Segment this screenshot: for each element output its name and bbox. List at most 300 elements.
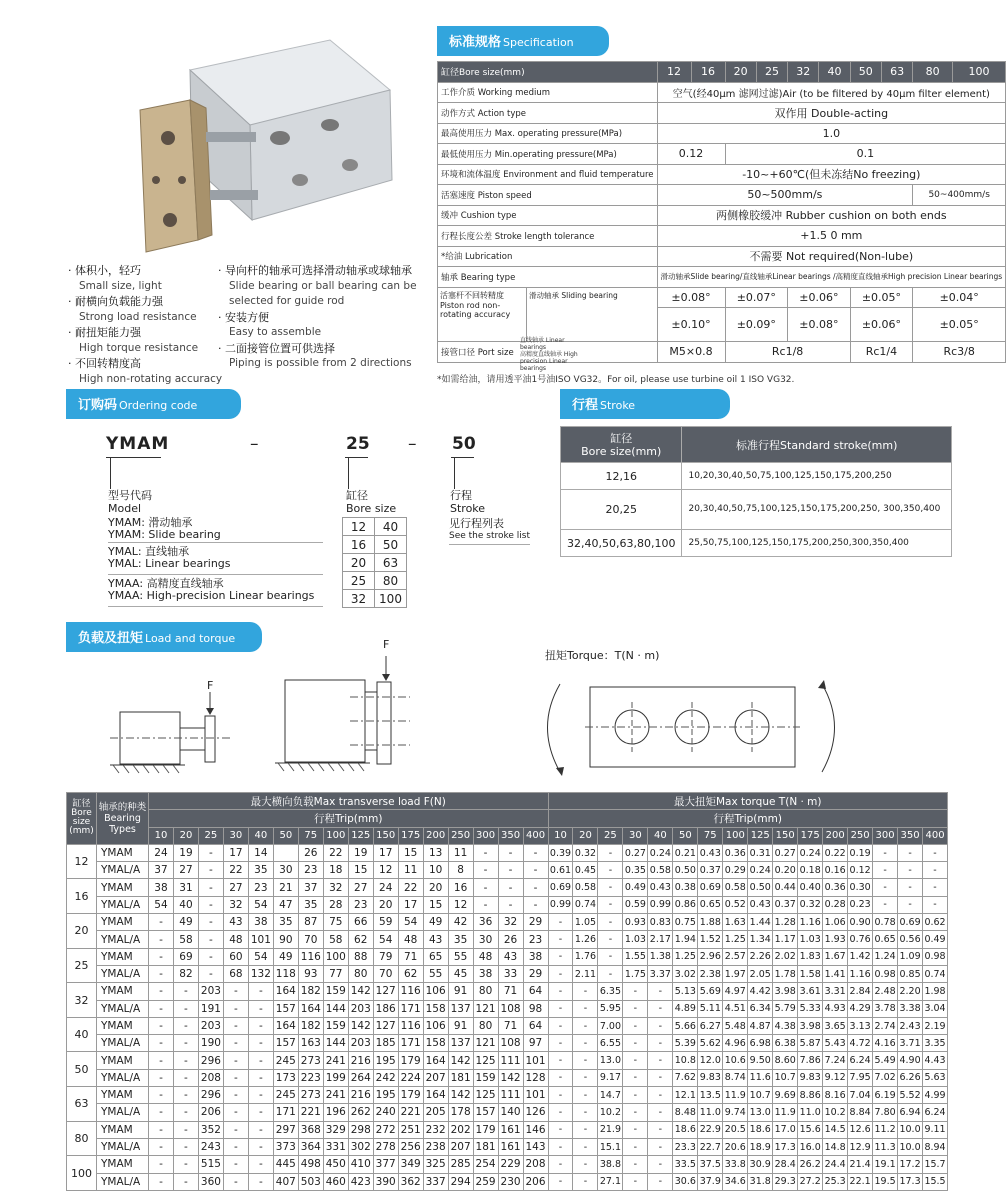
torque-cell: 0.99 xyxy=(548,896,573,913)
load-cell: - xyxy=(149,1000,174,1017)
torque-cell: - xyxy=(923,844,948,861)
load-cell: - xyxy=(223,1156,248,1173)
spec-value: 0.1 xyxy=(725,144,1006,165)
stroke-col-header: 175 xyxy=(398,827,423,844)
torque-cell: 1.55 xyxy=(623,948,648,965)
load-cell: 241 xyxy=(323,1087,348,1104)
load-cell: 75 xyxy=(323,914,348,931)
load-cell: 423 xyxy=(348,1173,373,1190)
load-cell: - xyxy=(248,983,273,1000)
torque-cell: - xyxy=(573,1017,598,1034)
feature-3-cn: · 耐扭矩能力强 xyxy=(68,326,141,339)
load-cell: - xyxy=(173,1017,198,1034)
table-header-row xyxy=(67,793,948,810)
torque-cell: 0.32 xyxy=(573,844,598,861)
torque-cell: 23.3 xyxy=(673,1138,698,1155)
model-cn: YMAA: 高精度直线轴承 xyxy=(108,577,224,590)
load-cell: 185 xyxy=(373,1035,398,1052)
stroke-table xyxy=(560,426,952,557)
torque-cell: 1.42 xyxy=(848,948,873,965)
load-cell: 273 xyxy=(298,1052,323,1069)
torque-cell: 6.35 xyxy=(598,983,623,1000)
load-cell: - xyxy=(149,983,174,1000)
torque-cell: 6.24 xyxy=(923,1104,948,1121)
torque-cell: 11.0 xyxy=(698,1104,723,1121)
slide-label: 滑动轴承 Sliding bearing xyxy=(526,288,657,342)
table-row xyxy=(67,1087,948,1104)
load-cell: 38 xyxy=(523,948,548,965)
bearing-type-cell: YMAL/A xyxy=(97,862,149,879)
torque-cell: 5.39 xyxy=(673,1035,698,1052)
stroke-col-header: 40 xyxy=(648,827,673,844)
torque-cell: 0.30 xyxy=(848,879,873,896)
bearing-type-cell: YMAL/A xyxy=(97,1173,149,1190)
load-cell: 55 xyxy=(448,948,473,965)
trip-header: 行程Trip(mm) xyxy=(548,810,948,827)
model-cell xyxy=(108,574,323,606)
stroke-col-header: 350 xyxy=(498,827,523,844)
load-cell: - xyxy=(173,983,198,1000)
torque-cell: 0.90 xyxy=(848,914,873,931)
load-cell: 10 xyxy=(423,862,448,879)
load-cell: 15 xyxy=(398,844,423,861)
load-cell: 111 xyxy=(498,1087,523,1104)
bore-options-table xyxy=(342,517,407,608)
torque-cell: 0.29 xyxy=(723,862,748,879)
torque-cell: 0.44 xyxy=(773,879,798,896)
stroke-col-header: 30 xyxy=(623,827,648,844)
load-diagram-side xyxy=(105,670,235,780)
torque-cell: 24.4 xyxy=(823,1156,848,1173)
torque-cell: 0.32 xyxy=(798,896,823,913)
load-cell: 203 xyxy=(198,1017,223,1034)
torque-cell: - xyxy=(623,983,648,1000)
bearing-type-cell: YMAM xyxy=(97,1017,149,1034)
load-cell: 15 xyxy=(348,862,373,879)
feature-4-en: High non-rotating accuracy xyxy=(79,372,223,385)
load-cell: 23 xyxy=(298,862,323,879)
load-cell: 54 xyxy=(149,896,174,913)
torque-cell: 0.58 xyxy=(573,879,598,896)
spec-value: 50~400mm/s xyxy=(913,185,1006,206)
load-cell: - xyxy=(248,1000,273,1017)
load-cell: 254 xyxy=(473,1156,498,1173)
load-cell: 245 xyxy=(273,1087,298,1104)
load-cell: 49 xyxy=(173,914,198,931)
port-val: Rc1/4 xyxy=(850,342,913,363)
load-cell: 64 xyxy=(523,1017,548,1034)
load-cell: - xyxy=(223,1173,248,1190)
torque-cell: 1.28 xyxy=(773,914,798,931)
spec-label: *给油 Lubrication xyxy=(438,246,658,267)
table-row xyxy=(67,965,948,982)
torque-cell: 4.42 xyxy=(748,983,773,1000)
torque-cell: 1.97 xyxy=(723,965,748,982)
load-cell: 23 xyxy=(248,879,273,896)
torque-cell: 11.2 xyxy=(873,1121,898,1138)
torque-cell: 12.6 xyxy=(848,1121,873,1138)
load-cell: 142 xyxy=(348,1017,373,1034)
stroke-row xyxy=(561,463,952,490)
load-cell: - xyxy=(173,1156,198,1173)
load-cell: 101 xyxy=(523,1052,548,1069)
load-cell: 158 xyxy=(423,1035,448,1052)
force-label-2: F xyxy=(383,638,390,651)
torque-cell: 22.1 xyxy=(848,1173,873,1190)
torque-cell: 4.87 xyxy=(748,1017,773,1034)
torque-cell: 3.13 xyxy=(848,1017,873,1034)
torque-cell: - xyxy=(548,1069,573,1086)
model-heading xyxy=(108,489,152,515)
load-cell: 377 xyxy=(373,1156,398,1173)
load-cell: 159 xyxy=(323,1017,348,1034)
load-cell: 97 xyxy=(523,1035,548,1052)
torque-cell: - xyxy=(573,1035,598,1052)
stroke-bore: 20,25 xyxy=(561,490,682,530)
load-cell: 20 xyxy=(423,879,448,896)
table-row xyxy=(67,862,948,879)
stroke-header-row xyxy=(561,427,952,463)
bore-col: 25 xyxy=(756,62,787,83)
load-cell: 272 xyxy=(373,1121,398,1138)
bore-cell: 80 xyxy=(67,1121,97,1156)
load-cell: 240 xyxy=(373,1104,398,1121)
load-cell: - xyxy=(523,862,548,879)
table-row xyxy=(67,1000,948,1017)
bore-col: 12 xyxy=(657,62,691,83)
torque-cell: - xyxy=(648,1104,673,1121)
torque-cell: 13.5 xyxy=(698,1087,723,1104)
load-cell: 144 xyxy=(323,1000,348,1017)
torque-cell: 37.9 xyxy=(698,1173,723,1190)
load-cell: 62 xyxy=(398,965,423,982)
torque-cell: - xyxy=(648,1017,673,1034)
force-label-1: F xyxy=(207,679,214,692)
torque-cell: - xyxy=(548,1156,573,1173)
bore-cell: 32 xyxy=(67,983,97,1018)
load-cell: 32 xyxy=(323,879,348,896)
spec-value: 滑动轴承Slide bearing/直线轴承Linear bearings /高精度直线轴承High precision Linear bearings xyxy=(657,267,1006,288)
load-cell: - xyxy=(149,914,174,931)
torque-cell: 0.24 xyxy=(798,844,823,861)
load-cell: 82 xyxy=(173,965,198,982)
torque-cell: 1.44 xyxy=(748,914,773,931)
torque-cell: 20.6 xyxy=(723,1138,748,1155)
spec-table xyxy=(437,61,1006,363)
table-row xyxy=(67,1052,948,1069)
load-cell: 49 xyxy=(273,948,298,965)
torque-cell: - xyxy=(648,1035,673,1052)
torque-cell: 0.37 xyxy=(773,896,798,913)
load-cell: 54 xyxy=(373,931,398,948)
load-cell: - xyxy=(223,1138,248,1155)
bore-cell: 16 xyxy=(67,879,97,914)
torque-cell: 17.2 xyxy=(898,1156,923,1173)
spec-header xyxy=(437,26,609,56)
bore-cell: 63 xyxy=(67,1087,97,1122)
torque-cell: 8.60 xyxy=(773,1052,798,1069)
torque-cell: 5.66 xyxy=(673,1017,698,1034)
torque-cell: - xyxy=(923,879,948,896)
load-cell: - xyxy=(248,1121,273,1138)
spec-row xyxy=(438,205,1006,226)
spec-value: -10~+60℃(但未冻结No freezing) xyxy=(657,164,1006,185)
load-cell: 70 xyxy=(298,931,323,948)
torque-cell: 0.86 xyxy=(673,896,698,913)
bearing-type-cell: YMAL/A xyxy=(97,1069,149,1086)
feature-3-en: High torque resistance xyxy=(79,341,199,354)
torque-cell: 1.75 xyxy=(623,965,648,982)
load-cell: 65 xyxy=(423,948,448,965)
load-cell: 259 xyxy=(473,1173,498,1190)
stroke-title: 行程 xyxy=(572,398,599,413)
stroke-col-header: 400 xyxy=(523,827,548,844)
load-cell: 43 xyxy=(223,914,248,931)
torque-cell: - xyxy=(623,1104,648,1121)
bore-cell: 40 xyxy=(67,1017,97,1052)
load-cell: - xyxy=(223,1121,248,1138)
model-en: Model xyxy=(108,502,142,515)
bearing-type-cell: YMAL/A xyxy=(97,1000,149,1017)
torque-cell: 10.8 xyxy=(673,1052,698,1069)
load-cell: 54 xyxy=(248,896,273,913)
torque-cell: 34.6 xyxy=(723,1173,748,1190)
load-cell: 55 xyxy=(423,965,448,982)
slide-val: ±0.05° xyxy=(850,287,913,308)
torque-cell: 30.9 xyxy=(748,1156,773,1173)
load-cell: - xyxy=(198,948,223,965)
bore-option: 25 xyxy=(343,572,375,590)
load-cell: 515 xyxy=(198,1156,223,1173)
stroke-col1-cn: 缸径 xyxy=(610,431,633,445)
load-cell: 21 xyxy=(273,879,298,896)
feature-6-en: Easy to assemble xyxy=(229,326,322,338)
port-val: M5×0.8 xyxy=(657,342,725,363)
leader-code xyxy=(110,457,111,489)
torque-cell: 2.19 xyxy=(923,1017,948,1034)
model-cn: 型号代码 xyxy=(108,489,152,502)
port-val: Rc3/8 xyxy=(913,342,1006,363)
torque-cell: 1.63 xyxy=(723,914,748,931)
torque-cell: - xyxy=(598,914,623,931)
bore-cn: 缸径 xyxy=(346,489,368,502)
load-cell: 16 xyxy=(448,879,473,896)
torque-cell: 0.43 xyxy=(748,896,773,913)
spec-row xyxy=(438,144,1006,165)
leader-stroke xyxy=(454,457,455,489)
bearing-type-cell: YMAM xyxy=(97,1087,149,1104)
stroke-col-header: 125 xyxy=(748,827,773,844)
load-cell: 26 xyxy=(298,844,323,861)
spec-bore-row xyxy=(438,62,1006,83)
load-cell: - xyxy=(223,983,248,1000)
torque-cell: 0.98 xyxy=(873,965,898,982)
torque-cell: 10.7 xyxy=(773,1069,798,1086)
torque-cell: 3.98 xyxy=(773,983,798,1000)
load-cell: - xyxy=(173,1069,198,1086)
load-cell: 11 xyxy=(448,844,473,861)
stroke-col-header: 25 xyxy=(198,827,223,844)
load-cell: - xyxy=(223,1052,248,1069)
torque-cell: 1.06 xyxy=(823,914,848,931)
load-cell: 208 xyxy=(523,1156,548,1173)
load-cell: 38 xyxy=(473,965,498,982)
table-row xyxy=(67,844,948,861)
load-cell: 30 xyxy=(473,931,498,948)
torque-cell: 3.61 xyxy=(798,983,823,1000)
max-load-header: 最大横向负载Max transverse load F(N) xyxy=(149,793,549,810)
torque-cell: - xyxy=(548,1087,573,1104)
model-row xyxy=(108,516,323,542)
stroke-col-header: 10 xyxy=(548,827,573,844)
features-right xyxy=(218,263,433,372)
load-cell: 337 xyxy=(423,1173,448,1190)
order-code: YMAM xyxy=(106,434,170,454)
load-cell: - xyxy=(149,931,174,948)
linear-val: ±0.10° xyxy=(657,308,725,342)
torque-cell: 2.74 xyxy=(873,1017,898,1034)
load-cell: 179 xyxy=(473,1121,498,1138)
torque-cell: 5.43 xyxy=(823,1035,848,1052)
feature-5-en2: selected for guide rod xyxy=(229,295,345,307)
load-cell: 445 xyxy=(273,1156,298,1173)
model-row xyxy=(108,542,323,574)
load-cell: 171 xyxy=(398,1000,423,1017)
feature-2-cn: · 耐横向负载能力强 xyxy=(68,295,163,308)
torque-cell: 3.98 xyxy=(798,1017,823,1034)
torque-cell: 18.9 xyxy=(748,1138,773,1155)
load-cell: 98 xyxy=(523,1000,548,1017)
load-cell: - xyxy=(198,862,223,879)
load-cell: 498 xyxy=(298,1156,323,1173)
load-cell: 23 xyxy=(523,931,548,948)
torque-cell: 8.94 xyxy=(923,1138,948,1155)
load-cell: 195 xyxy=(373,1052,398,1069)
torque-cell: 27.2 xyxy=(798,1173,823,1190)
load-cell: 125 xyxy=(473,1087,498,1104)
torque-cell: - xyxy=(898,862,923,879)
torque-cell: 21.9 xyxy=(598,1121,623,1138)
load-cell: 157 xyxy=(273,1000,298,1017)
torque-cell: 3.04 xyxy=(923,1000,948,1017)
load-cell: 158 xyxy=(423,1000,448,1017)
load-cell: 278 xyxy=(373,1138,398,1155)
torque-cell: 0.93 xyxy=(623,914,648,931)
torque-cell: 0.20 xyxy=(773,862,798,879)
load-cell: 142 xyxy=(498,1069,523,1086)
bore-heading xyxy=(346,489,396,515)
torque-cell: - xyxy=(548,1138,573,1155)
load-cell: 17 xyxy=(223,844,248,861)
bore-option: 50 xyxy=(375,536,407,554)
torque-cell: 9.74 xyxy=(723,1104,748,1121)
stroke-bore: 32,40,50,63,80,100 xyxy=(561,530,682,557)
torque-cell: 5.69 xyxy=(698,983,723,1000)
load-cell: - xyxy=(498,896,523,913)
load-cell: 18 xyxy=(323,862,348,879)
torque-cell: 0.85 xyxy=(898,965,923,982)
torque-cell: 10.7 xyxy=(748,1087,773,1104)
load-cell: - xyxy=(523,879,548,896)
load-cell: 407 xyxy=(273,1173,298,1190)
torque-cell: 3.31 xyxy=(823,983,848,1000)
torque-cell: 1.17 xyxy=(773,931,798,948)
torque-cell: 0.74 xyxy=(573,896,598,913)
torque-cell: 0.99 xyxy=(648,896,673,913)
linear-labels xyxy=(520,337,580,372)
load-cell: 27 xyxy=(348,879,373,896)
torque-cell: - xyxy=(598,879,623,896)
linear-val: ±0.09° xyxy=(725,308,788,342)
torque-cell: 17.3 xyxy=(773,1138,798,1155)
load-cell: 8 xyxy=(448,862,473,879)
stroke-row xyxy=(561,530,952,557)
load-cell: 368 xyxy=(298,1121,323,1138)
load-cell: 173 xyxy=(273,1069,298,1086)
features-left xyxy=(68,263,228,387)
nonrot-label: 活塞杆不回转精度 Piston rod non-rotating accuracy xyxy=(440,290,511,319)
model-table xyxy=(108,516,323,607)
torque-cell: 4.43 xyxy=(923,1052,948,1069)
load-cell: 64 xyxy=(523,983,548,1000)
torque-cell: 15.6 xyxy=(798,1121,823,1138)
bore-cell: 50 xyxy=(67,1052,97,1087)
model-en: YMAL: Linear bearings xyxy=(108,557,231,570)
load-cell: 126 xyxy=(523,1104,548,1121)
load-cell: - xyxy=(473,862,498,879)
load-cell: 325 xyxy=(423,1156,448,1173)
stroke-heading xyxy=(450,489,485,515)
load-cell: - xyxy=(223,1035,248,1052)
load-cell: 80 xyxy=(348,965,373,982)
model-cell xyxy=(108,542,323,574)
bore-col: 63 xyxy=(881,62,912,83)
table-row xyxy=(67,1138,948,1155)
torque-cell: 18.6 xyxy=(748,1121,773,1138)
torque-cell: - xyxy=(623,1052,648,1069)
torque-cell: 7.04 xyxy=(848,1087,873,1104)
bore-cell: 25 xyxy=(67,948,97,983)
load-cell: 206 xyxy=(523,1173,548,1190)
torque-cell: - xyxy=(873,896,898,913)
load-cell: 159 xyxy=(323,983,348,1000)
torque-cell: 4.51 xyxy=(723,1000,748,1017)
table-row xyxy=(67,1035,948,1052)
load-cell: 71 xyxy=(398,948,423,965)
torque-cell: 0.75 xyxy=(673,914,698,931)
load-cell: 144 xyxy=(323,1035,348,1052)
load-cell: 203 xyxy=(348,1000,373,1017)
torque-cell: 10.2 xyxy=(598,1104,623,1121)
load-cell: 37 xyxy=(149,862,174,879)
torque-cell: 4.38 xyxy=(773,1017,798,1034)
load-cell: - xyxy=(498,862,523,879)
bore-option: 32 xyxy=(343,590,375,608)
load-cell: - xyxy=(498,879,523,896)
load-cell: 207 xyxy=(448,1138,473,1155)
torque-cell: - xyxy=(548,1017,573,1034)
torque-cell: 6.98 xyxy=(748,1035,773,1052)
load-cell: 296 xyxy=(198,1052,223,1069)
stroke-col-header: 20 xyxy=(573,827,598,844)
bore-col: 32 xyxy=(788,62,819,83)
torque-cell: 7.62 xyxy=(673,1069,698,1086)
torque-cell: - xyxy=(648,1087,673,1104)
torque-cell: 5.49 xyxy=(873,1052,898,1069)
torque-cell: - xyxy=(648,983,673,1000)
torque-cell: 1.16 xyxy=(798,914,823,931)
spec-label: 动作方式 Action type xyxy=(438,103,658,124)
